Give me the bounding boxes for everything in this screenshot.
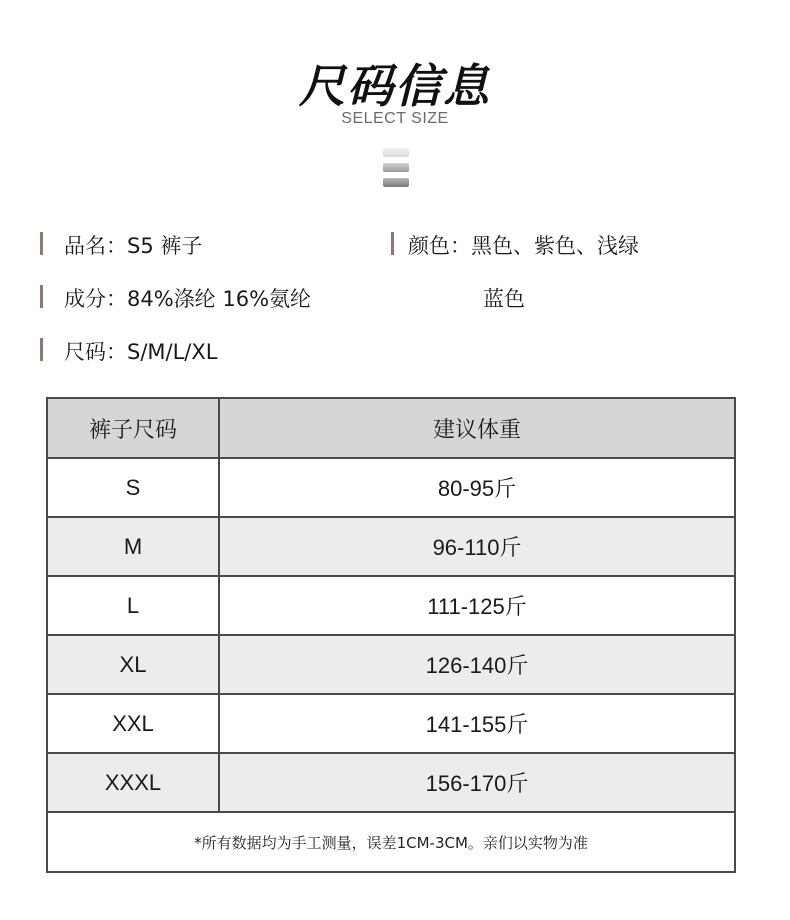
weight-cell: 126-140斤	[219, 635, 735, 694]
size-cell: S	[47, 458, 219, 517]
weight-cell: 156-170斤	[219, 753, 735, 812]
weight-cell: 141-155斤	[219, 694, 735, 753]
weight-cell: 80-95斤	[219, 458, 735, 517]
table-note-row	[47, 812, 735, 872]
material-label: 成分：	[64, 287, 127, 311]
info-marker	[40, 285, 43, 308]
table-header-row	[47, 398, 735, 458]
size-cell: M	[47, 517, 219, 576]
page-title: 尺码信息	[299, 59, 491, 113]
measurement-note: *所有数据均为手工测量，误差1CM-3CM。亲们以实物为准	[47, 812, 735, 872]
color-label: 颜色：	[408, 234, 471, 258]
info-marker	[40, 232, 43, 255]
size-cell: XXXL	[47, 753, 219, 812]
info-marker	[40, 338, 43, 361]
table-row	[47, 753, 735, 812]
table-row	[47, 694, 735, 753]
page-subtitle: SELECT SIZE	[341, 110, 449, 127]
name-value: S5 裤子	[127, 234, 203, 258]
header-recommended-weight: 建议体重	[219, 398, 735, 458]
header-pants-size: 裤子尺码	[47, 398, 219, 458]
name-label: 品名：	[64, 234, 127, 258]
size-value: S/M/L/XL	[127, 340, 218, 364]
size-label: 尺码：	[64, 340, 127, 364]
weight-cell: 111-125斤	[219, 576, 735, 635]
size-cell: XXL	[47, 694, 219, 753]
table-row	[47, 517, 735, 576]
table-row	[47, 458, 735, 517]
size-table	[46, 397, 736, 873]
color-value: 黑色、紫色、浅绿	[471, 234, 639, 258]
table-row	[47, 576, 735, 635]
decorative-stripes-icon	[383, 148, 409, 193]
info-marker	[391, 232, 394, 255]
size-cell: XL	[47, 635, 219, 694]
size-cell: L	[47, 576, 219, 635]
color-value-continued: 蓝色	[483, 287, 525, 311]
table-row	[47, 635, 735, 694]
weight-cell: 96-110斤	[219, 517, 735, 576]
material-value: 84%涤纶 16%氨纶	[127, 287, 312, 311]
